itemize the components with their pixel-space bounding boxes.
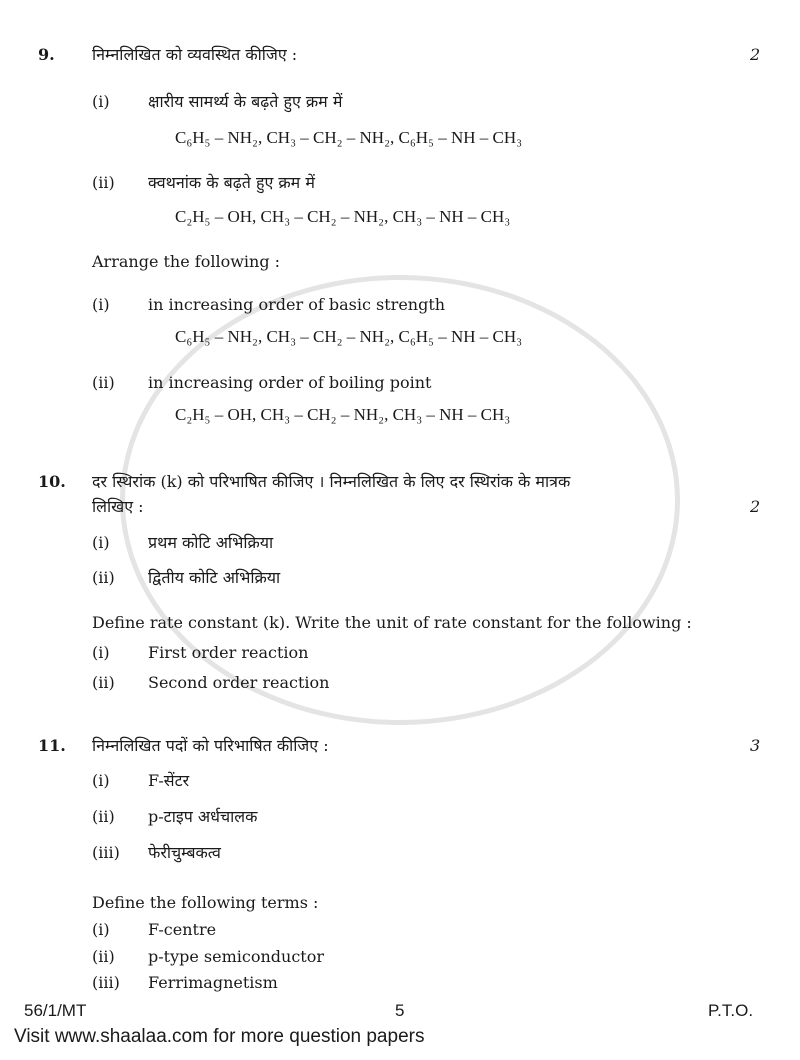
part-text: द्वितीय कोटि अभिक्रिया [148, 568, 281, 587]
part-label: (i) [92, 92, 110, 111]
question-number: 10. [38, 472, 66, 491]
visit-link[interactable]: Visit www.shaalaa.com for more question papers [14, 1026, 425, 1047]
part-text: in increasing order of boiling point [148, 373, 432, 392]
part-label: (ii) [92, 673, 115, 692]
part-text: p-टाइप अर्धचालक [148, 807, 258, 826]
question-prompt-english: Define the following terms : [92, 893, 319, 912]
part-text: Second order reaction [148, 673, 330, 692]
part-label: (i) [92, 771, 110, 790]
question-marks: 2 [750, 497, 761, 516]
part-text: p-type semiconductor [148, 947, 324, 966]
part-text: F-सेंटर [148, 771, 190, 790]
question-marks: 2 [750, 45, 761, 64]
question-number: 9. [38, 45, 55, 64]
chemical-formula: C₂H₅ – OH, CH₃ – CH₂ – NH₂, CH₃ – NH – CH₃ [175, 405, 511, 424]
part-text: in increasing order of basic strength [148, 295, 446, 314]
part-text: क्षारीय सामर्थ्य के बढ़ते हुए क्रम में [148, 92, 343, 111]
part-label: (ii) [92, 807, 115, 826]
question-number: 11. [38, 736, 66, 755]
chemical-formula: C₂H₅ – OH, CH₃ – CH₂ – NH₂, CH₃ – NH – CH₃ [175, 207, 511, 226]
question-prompt-hindi: निम्नलिखित को व्यवस्थित कीजिए : [92, 45, 298, 64]
part-label: (i) [92, 533, 110, 552]
part-text: फेरीचुम्बकत्व [148, 843, 221, 862]
part-text: प्रथम कोटि अभिक्रिया [148, 533, 274, 552]
question-prompt-hindi-cont: लिखिए : [92, 497, 144, 516]
page-number: 5 [395, 1001, 405, 1020]
part-label: (ii) [92, 568, 115, 587]
part-label: (ii) [92, 947, 115, 966]
part-label: (iii) [92, 973, 120, 992]
part-label: (i) [92, 920, 110, 939]
question-prompt-hindi: निम्नलिखित पदों को परिभाषित कीजिए : [92, 736, 329, 755]
question-prompt-hindi: दर स्थिरांक (k) को परिभाषित कीजिए । निम्नलिखित के लिए दर स्थिरांक के मात्रक [92, 472, 571, 491]
chemical-formula: C₆H₅ – NH₂, CH₃ – CH₂ – NH₂, C₆H₅ – NH – CH₃ [175, 128, 523, 147]
question-prompt-english: Arrange the following : [92, 252, 281, 271]
part-text: First order reaction [148, 643, 309, 662]
question-marks: 3 [750, 736, 761, 755]
part-text: क्वथनांक के बढ़ते हुए क्रम में [148, 173, 315, 192]
part-text: F-centre [148, 920, 217, 939]
question-prompt-english: Define rate constant (k). Write the unit of rate constant for the following : [92, 613, 692, 632]
pto-label: P.T.O. [708, 1001, 754, 1020]
chemical-formula: C₆H₅ – NH₂, CH₃ – CH₂ – NH₂, C₆H₅ – NH – CH₃ [175, 327, 523, 346]
part-label: (iii) [92, 843, 120, 862]
part-label: (ii) [92, 173, 115, 192]
part-text: Ferrimagnetism [148, 973, 278, 992]
paper-code: 56/1/MT [24, 1001, 87, 1020]
part-label: (i) [92, 643, 110, 662]
part-label: (i) [92, 295, 110, 314]
part-label: (ii) [92, 373, 115, 392]
